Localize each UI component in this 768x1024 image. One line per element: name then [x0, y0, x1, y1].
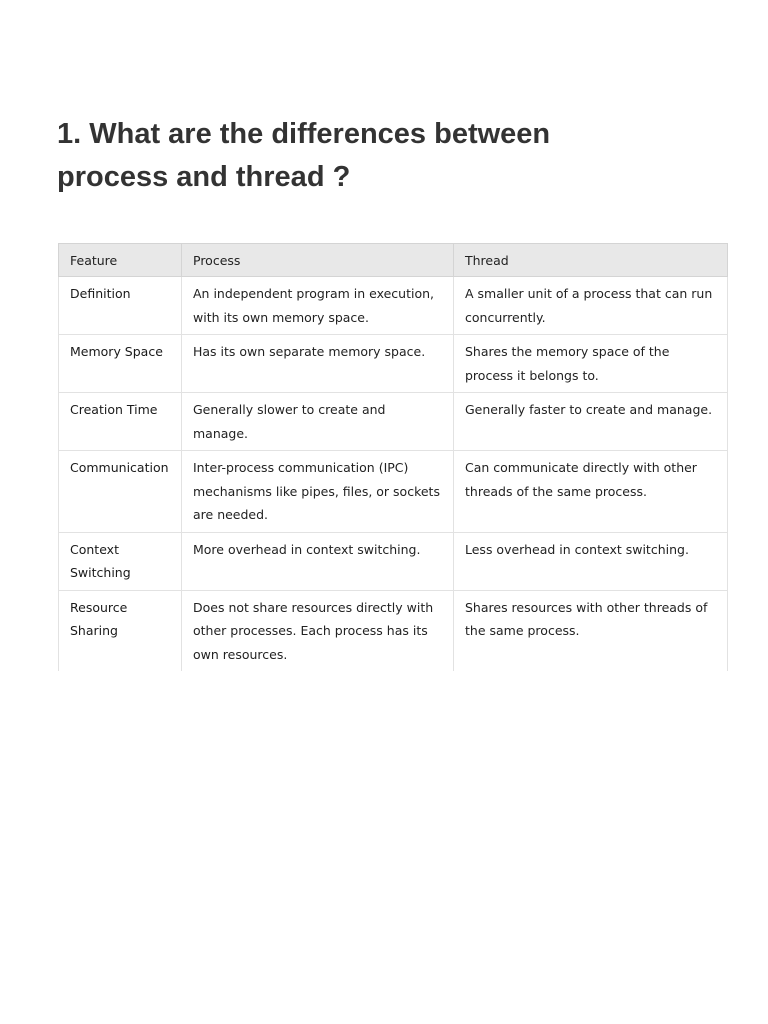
table-row — [59, 590, 728, 671]
process-cell: Inter-process communication (IPC) mechanisms like pipes, files, or sockets are needed. — [182, 451, 454, 533]
table-row — [59, 393, 728, 451]
table-header-row — [59, 244, 728, 277]
comparison-table — [58, 243, 728, 671]
header-process: Process — [182, 244, 454, 277]
thread-cell: Can communicate directly with other threads of the same process. — [454, 451, 728, 533]
thread-cell: Shares resources with other threads of the same process. — [454, 590, 728, 671]
question-heading — [57, 113, 657, 199]
heading-line-1: 1. What are the differences between — [57, 118, 551, 150]
table-row — [59, 451, 728, 533]
thread-cell: Generally faster to create and manage. — [454, 393, 728, 451]
process-cell: Has its own separate memory space. — [182, 335, 454, 393]
header-thread: Thread — [454, 244, 728, 277]
thread-cell: A smaller unit of a process that can run concurrently. — [454, 277, 728, 335]
feature-cell: Memory Space — [59, 335, 182, 393]
feature-cell: Resource Sharing — [59, 590, 182, 671]
process-cell: Does not share resources directly with other processes. Each process has its own resources. — [182, 590, 454, 671]
table-row — [59, 277, 728, 335]
process-cell: More overhead in context switching. — [182, 532, 454, 590]
thread-cell: Less overhead in context switching. — [454, 532, 728, 590]
table-row — [59, 335, 728, 393]
comparison-table-wrapper — [58, 243, 727, 671]
feature-cell: Definition — [59, 277, 182, 335]
process-cell: Generally slower to create and manage. — [182, 393, 454, 451]
heading-line-2: process and thread ? — [57, 161, 351, 193]
feature-cell: Communication — [59, 451, 182, 533]
header-feature: Feature — [59, 244, 182, 277]
table-row — [59, 532, 728, 590]
process-cell: An independent program in execution, with its own memory space. — [182, 277, 454, 335]
feature-cell: Creation Time — [59, 393, 182, 451]
thread-cell: Shares the memory space of the process it belongs to. — [454, 335, 728, 393]
feature-cell: Context Switching — [59, 532, 182, 590]
